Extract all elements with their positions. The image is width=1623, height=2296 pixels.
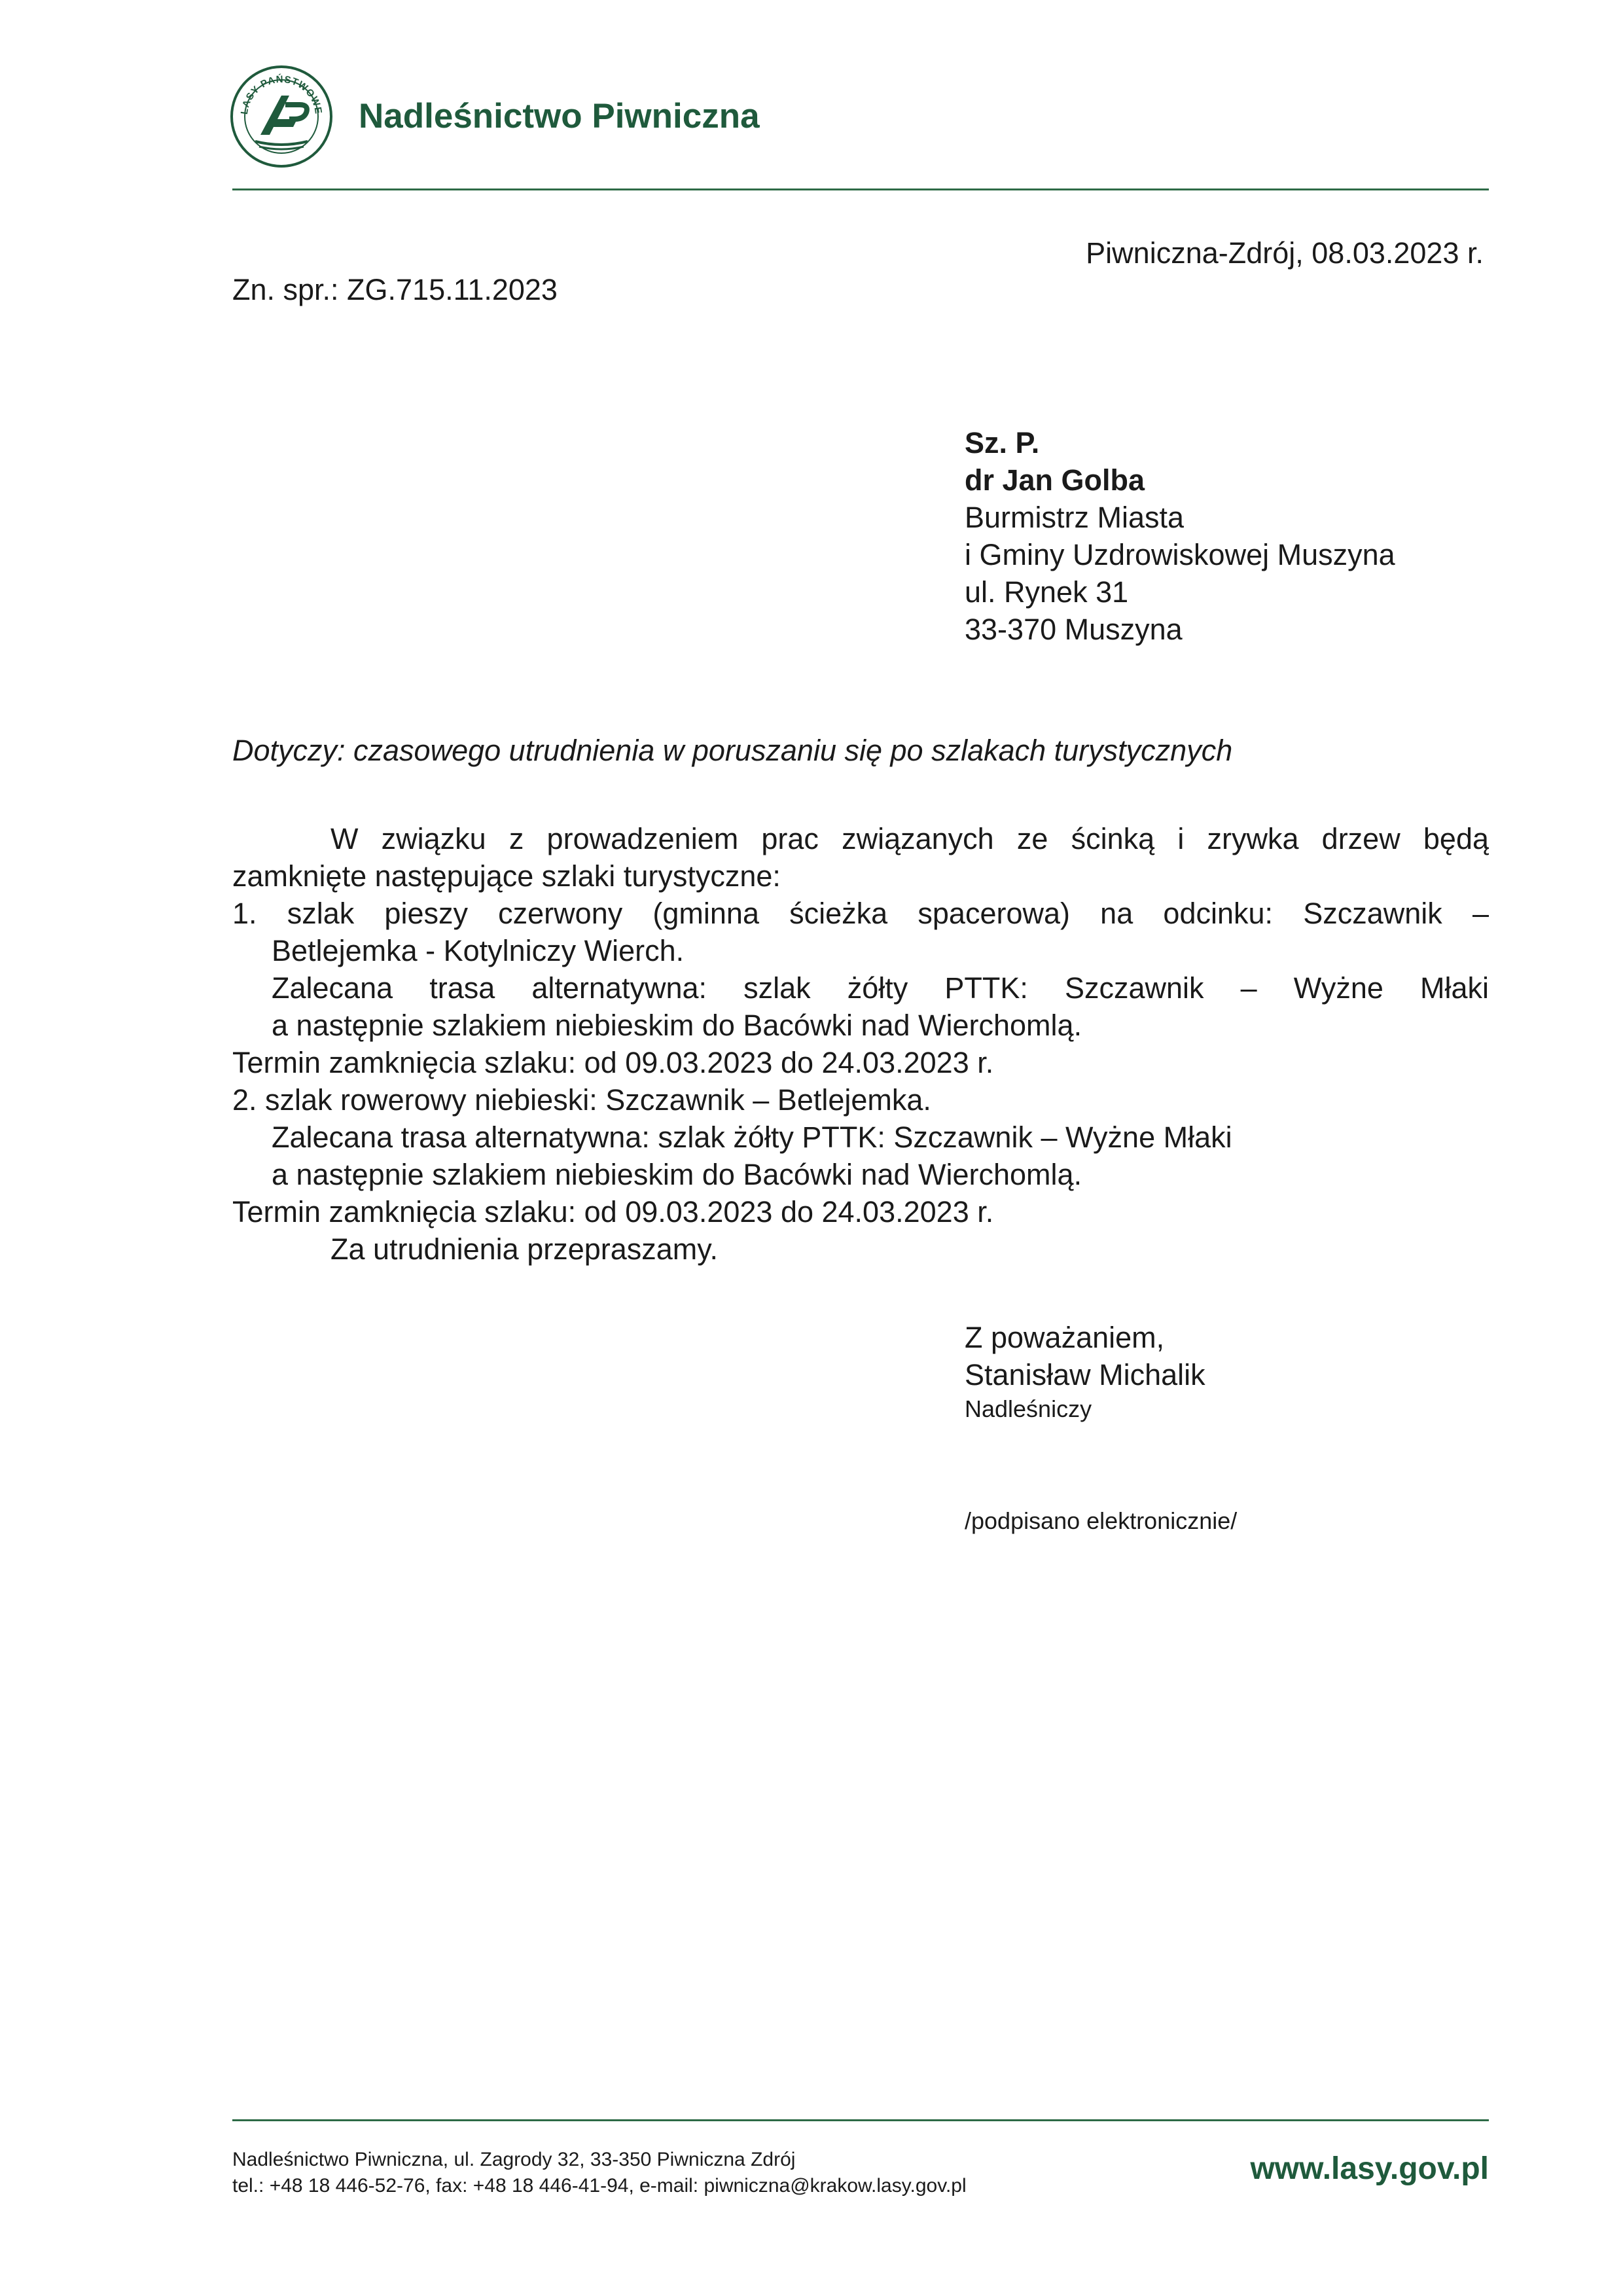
footer-contact: tel.: +48 18 446-52-76, fax: +48 18 446-41-94, e-mail: piwniczna@krakow.lasy.gov.pl (232, 2175, 967, 2197)
recipient-office: i Gminy Uzdrowiskowej Muszyna (965, 538, 1395, 571)
letterhead (229, 64, 1486, 195)
item-1-term: Termin zamknięcia szlaku: od 09.03.2023 do 24.03.2023 r. (232, 1046, 994, 1079)
recipient-title: Burmistrz Miasta (965, 501, 1185, 534)
header-rule (232, 188, 1489, 190)
org-name: Nadleśnictwo Piwniczna (359, 97, 760, 135)
item-2-line-1: 2. szlak rowerowy niebieski: Szczawnik – Betlejemka. (232, 1083, 931, 1117)
intro-line-2: zamknięte następujące szlaki turystyczne: (232, 859, 781, 893)
footer-address: Nadleśnictwo Piwniczna, ul. Zagrody 32, 33-350 Piwniczna Zdrój (232, 2149, 796, 2170)
signer-role: Nadleśniczy (965, 1395, 1092, 1422)
recipient-salutation: Sz. P. (965, 426, 1040, 459)
footer-rule (232, 2119, 1489, 2121)
website-link[interactable]: www.lasy.gov.pl (1250, 2151, 1489, 2186)
subject-line: Dotyczy: czasowego utrudnienia w poruszaniu się po szlakach turystycznych (232, 734, 1233, 767)
item-1-line-2: Betlejemka - Kotylniczy Wierch. (272, 934, 685, 967)
item-2-alt-line-2: a następnie szlakiem niebieskim do Bacówki nad Wierchomlą. (272, 1158, 1082, 1191)
lasy-panstwowe-logo (229, 64, 334, 169)
recipient-block (965, 424, 1488, 648)
intro-line-1: W związku z prowadzeniem prac związanych ze ścinką i zrywka drzew będą (330, 822, 1489, 855)
reference-number: Zn. spr.: ZG.715.11.2023 (232, 273, 558, 306)
recipient-name: dr Jan Golba (965, 463, 1145, 497)
item-1-alt-line-2: a następnie szlakiem niebieskim do Bacówki nad Wierchomlą. (272, 1009, 1082, 1042)
recipient-city: 33-370 Muszyna (965, 613, 1183, 646)
item-2-alt-line-1: Zalecana trasa alternatywna: szlak żółty PTTK: Szczawnik – Wyżne Młaki (272, 1121, 1232, 1154)
logo-text: LASY PAŃSTWOWE (238, 73, 325, 115)
footer (232, 2147, 1489, 2212)
letter-body (232, 820, 1489, 1268)
electronic-signature-note: /podpisano elektronicznie/ (965, 1507, 1238, 1534)
closing-phrase: Z poważaniem, (965, 1321, 1165, 1354)
item-1-line-1: 1. szlak pieszy czerwony (gminna ścieżka spacerowa) na odcinku: Szczawnik – (232, 897, 1489, 930)
signer-name: Stanisław Michalik (965, 1358, 1205, 1391)
apology-line: Za utrudnienia przepraszamy. (330, 1232, 718, 1266)
recipient-street: ul. Rynek 31 (965, 575, 1129, 609)
item-2-term: Termin zamknięcia szlaku: od 09.03.2023 do 24.03.2023 r. (232, 1195, 994, 1229)
signature-block (965, 1319, 1488, 1425)
place-date: Piwniczna-Zdrój, 08.03.2023 r. (1086, 236, 1484, 270)
item-1-alt-line-1: Zalecana trasa alternatywna: szlak żółty PTTK: Szczawnik – Wyżne Młaki (272, 971, 1489, 1005)
